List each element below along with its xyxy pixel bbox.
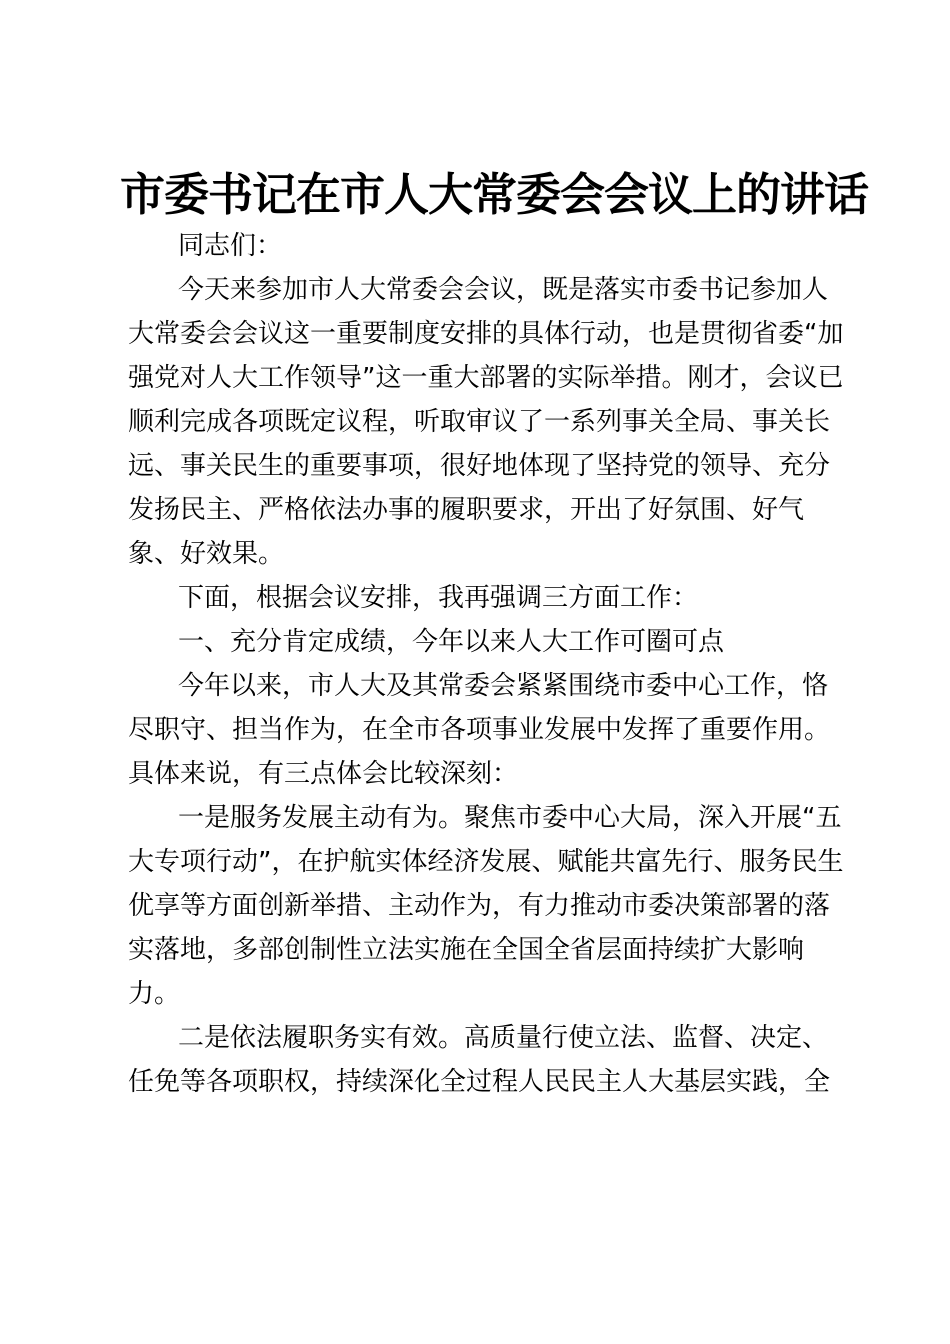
paragraph-line: 一、充分肯定成绩，今年以来人大工作可圈可点	[178, 627, 725, 657]
paragraph-line: 远、事关民生的重要事项，很好地体现了坚持党的领导、充分	[128, 451, 831, 481]
document-body	[128, 224, 844, 1104]
body-paragraph	[128, 576, 838, 620]
paragraph-line: 大常委会会议这一重要制度安排的具体行动，也是贯彻省委“加	[128, 319, 844, 349]
salutation: 同志们：	[178, 231, 283, 261]
body-paragraph	[128, 796, 844, 1016]
paragraph-line: 力。	[128, 979, 181, 1009]
paragraph-line: 尽职守、担当作为，在全市各项事业发展中发挥了重要作用。	[128, 715, 831, 745]
paragraph-line: 任免等各项职权，持续深化全过程人民民主人大基层实践，全	[128, 1067, 831, 1097]
paragraph-line: 今年以来，市人大及其常委会紧紧围绕市委中心工作，恪	[178, 671, 829, 701]
paragraph-line: 实落地，多部创制性立法实施在全国全省层面持续扩大影响	[128, 935, 805, 965]
paragraph-line: 大专项行动”，在护航实体经济发展、赋能共富先行、服务民生	[128, 847, 844, 877]
paragraph-line: 具体来说，有三点体会比较深刻：	[128, 759, 519, 789]
paragraph-line: 发扬民主、严格依法办事的履职要求，开出了好氛围、好气	[128, 495, 805, 525]
body-paragraph	[128, 1016, 838, 1104]
body-paragraph	[128, 620, 838, 664]
paragraph-line: 象、好效果。	[128, 539, 285, 569]
paragraph-line: 今天来参加市人大常委会会议，既是落实市委书记参加人	[178, 275, 829, 305]
paragraph-line: 下面，根据会议安排，我再强调三方面工作：	[178, 583, 699, 613]
body-paragraph	[128, 268, 844, 576]
body-paragraph	[128, 664, 838, 796]
paragraph-list	[128, 268, 844, 1104]
paragraph-line: 二是依法履职务实有效。高质量行使立法、监督、决定、	[178, 1023, 829, 1053]
paragraph-line: 强党对人大工作领导”这一重大部署的实际举措。刚才，会议已	[128, 363, 844, 393]
paragraph-line: 顺利完成各项既定议程，听取审议了一系列事关全局、事关长	[128, 407, 831, 437]
paragraph-line: 优享等方面创新举措、主动作为，有力推动市委决策部署的落	[128, 891, 831, 921]
paragraph-line: 一是服务发展主动有为。聚焦市委中心大局，深入开展“五	[178, 803, 842, 833]
document-title: 市委书记在市人大常委会会议上的讲话	[120, 168, 869, 221]
